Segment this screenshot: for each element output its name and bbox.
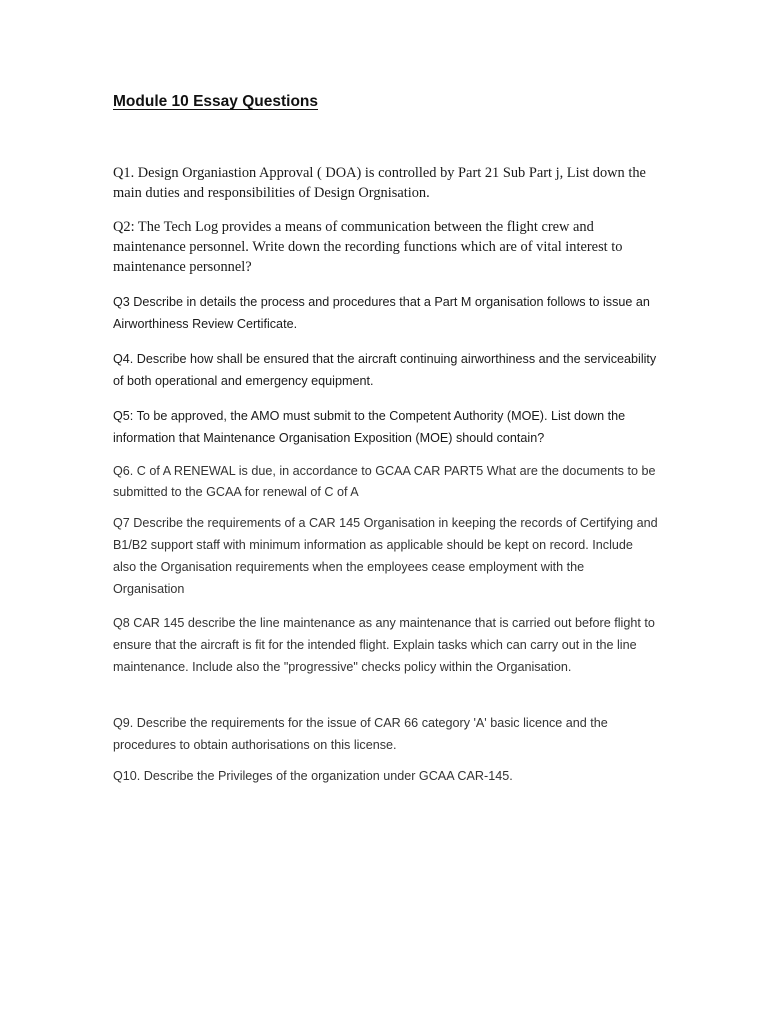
question-10: Q10. Describe the Privileges of the organization under GCAA CAR-145. <box>113 769 513 783</box>
question-8: Q8 CAR 145 describe the line maintenance as any maintenance that is carried out before flight to ensure that the aircraft is fit for the intended flight. Explain tasks which can carry out in the line maintenance. Include also the "progressive" checks policy within the Organisation. <box>113 616 655 674</box>
question-6: Q6. C of A RENEWAL is due, in accordance to GCAA CAR PART5 What are the documents to be submitted to the GCAA for renewal of C of A <box>113 464 656 499</box>
question-7: Q7 Describe the requirements of a CAR 145 Organisation in keeping the records of Certifying and B1/B2 support staff with minimum information as applicable should be kept on record. Include also the Organisation requirements when the employees cease employment with the Organisation <box>113 516 658 596</box>
question-9: Q9. Describe the requirements for the issue of CAR 66 category 'A' basic licence and the procedures to obtain authorisations on this license. <box>113 716 608 752</box>
question-2: Q2: The Tech Log provides a means of communication between the flight crew and maintenance personnel. Write down the recording functions which are of vital interest to maintenance personnel? <box>113 219 623 275</box>
page-title: Module 10 Essay Questions <box>113 93 319 110</box>
question-5: Q5: To be approved, the AMO must submit to the Competent Authority (MOE). List down the information that Maintenance Organisation Exposition (MOE) should contain? <box>113 409 626 445</box>
question-4: Q4. Describe how shall be ensured that the aircraft continuing airworthiness and the serviceability of both operational and emergency equipment. <box>113 352 657 388</box>
question-1: Q1. Design Organiastion Approval ( DOA) is controlled by Part 21 Sub Part j, List down the main duties and responsibilities of Design Orgnisation. <box>113 165 646 201</box>
question-3: Q3 Describe in details the process and procedures that a Part M organisation follows to issue an Airworthiness Review Certificate. <box>113 295 650 331</box>
